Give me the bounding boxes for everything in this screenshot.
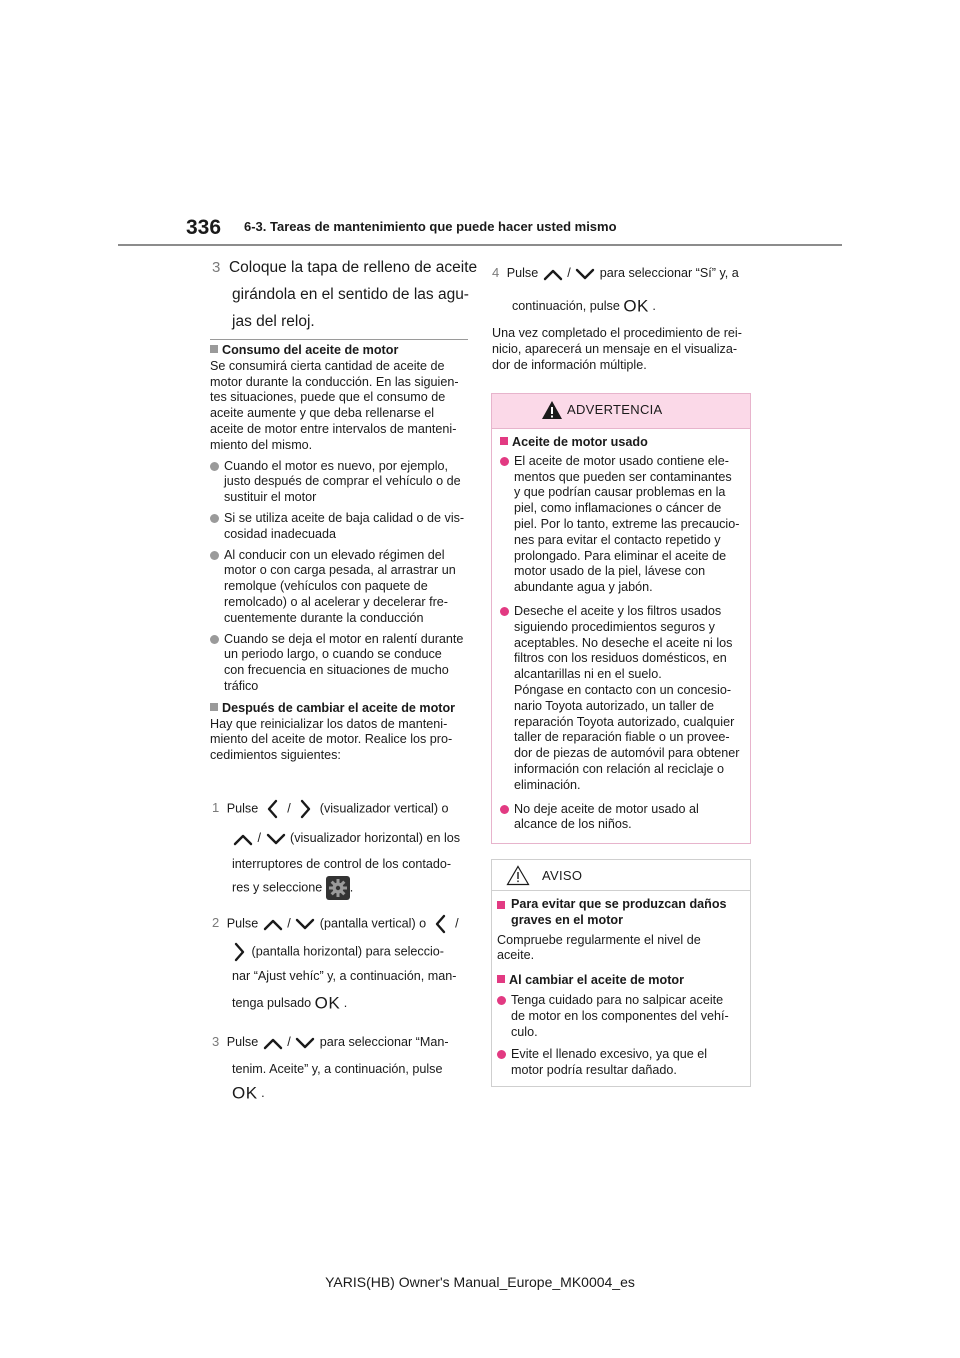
square-bullet-icon [500,437,508,445]
text-line: aceite de motor entre intervalos de manteni- [210,421,457,436]
list-item [500,604,742,794]
step-2-line-4 [232,994,347,1013]
chevron-right-icon [232,941,248,963]
list-item [500,802,742,834]
step-1-line-1 [212,798,449,820]
step-number: 3 [212,1034,220,1049]
text-line: Póngase en contacto con un concesio- [514,682,732,697]
step-text: res y seleccione [232,880,323,895]
text-line: y que podrían causar problemas en la [514,485,726,500]
text-line: culo. [511,1024,538,1039]
bullet-icon [210,514,219,523]
text-line: mentos que pueden ser contaminantes [514,469,732,484]
text-line: graves en el motor [511,912,623,927]
notice-text-1 [497,933,742,965]
square-bullet-icon [210,703,218,711]
text-line: nario Toyota autorizado, un taller de [514,698,714,713]
step-3-cap [212,256,482,333]
text-line: Deseche el aceite y los filtros usados [514,603,722,618]
text-line: remolque (vehículos con paquete de [224,579,428,594]
text-line: remolcado) o al acelerar y decelerar fre- [224,594,448,609]
slash-text: / [287,916,291,931]
bullet-icon [497,1050,506,1059]
list-item [210,632,472,695]
step-text: tenga pulsado [232,996,312,1010]
text-line: Compruebe regularmente el nivel de [497,932,701,947]
caution-triangle-icon [506,865,530,886]
step-text: continuación, pulse [512,299,620,313]
notice-label: AVISO [542,868,583,883]
text-line: dor de piezas de automóvil para obtener [514,746,740,761]
step-text: . [652,299,656,313]
text-line: cedimientos siguientes: [210,748,341,763]
bullet-icon [500,607,509,616]
text-line: reparación Toyota autorizado, cualquier [514,714,735,729]
text-line: No deje aceite de motor usado al [514,801,699,816]
text-line: de motor en los componentes del vehí- [511,1008,729,1023]
info-paragraph [492,326,756,373]
chevron-up-icon [542,265,564,283]
text-line: Al conducir con un elevado régimen del [224,547,445,562]
step-number: 2 [212,915,220,931]
warning-label: ADVERTENCIA [567,402,663,417]
bullet-icon [497,996,506,1005]
step-text: girándola en el sentido de las agu- [232,286,469,303]
chevron-down-icon [574,265,596,283]
text-line: justo después de comprar el vehículo o de [224,474,461,489]
text-line: nicio, aparecerá un mensaje en el visualiza- [492,341,738,356]
list-item [210,511,472,543]
ok-button-icon: OK [232,1083,258,1103]
step-text: Pulse [226,801,259,816]
bullet-icon [210,462,219,471]
text-line: miento del aceite de motor. Realice los pro- [210,732,453,747]
slash-text: / [287,1035,291,1049]
step-text: para seleccionar “Sí” y, a [599,266,739,280]
step-text: (pantalla horizontal) para seleccio- [251,944,445,959]
bullet-icon [500,805,509,814]
step-text: Pulse [226,1035,259,1049]
page-number: 336 [186,216,222,239]
text-line: prolongado. Para eliminar el aceite de [514,548,727,563]
chevron-down-icon [294,1034,316,1052]
step-2-line-3: nar “Ajust vehíc” y, a continuación, man- [232,969,457,983]
notice-header [492,860,750,891]
step-number: 1 [212,800,220,816]
slash-text: / [567,266,571,280]
bullet-icon [210,635,219,644]
bullet-icon [500,457,509,466]
step-text: para seleccionar “Man- [319,1035,449,1049]
text-line: cuentemente durante la conducción [224,610,424,625]
slash-text: / [455,916,459,931]
text-line: un periodo largo, o cuando se conduce [224,647,442,662]
text-line: aceptables. No deseche el aceite ni los [514,635,733,650]
step-text: Pulse [226,916,259,931]
text-line: aceite. [497,948,535,963]
step-number: 4 [492,265,500,280]
chevron-up-icon [262,1034,284,1052]
warning-box [491,393,751,844]
despues-intro [210,717,472,764]
text-line: Tenga cuidado para no salpicar aceite [511,992,724,1007]
ok-button-icon: OK [623,296,649,316]
chevron-left-icon [430,913,452,935]
step-1-line-2 [232,829,460,848]
text-line: El aceite de motor usado contiene ele- [514,453,729,468]
text-line: cosidad inadecuada [224,526,337,541]
ok-button-icon: OK [314,993,341,1013]
step-4-line-2 [512,297,656,316]
chevron-down-icon [265,830,287,848]
notice-content [492,891,750,1079]
chevron-up-icon [262,915,284,933]
warning-header [492,394,750,429]
warning-content [492,429,750,833]
text-line: motor o con carga pesada, al arrastrar un [224,563,456,578]
text-line: motor usado de la piel, lávese con [514,564,706,579]
text-line: Para evitar que se produzcan daños [511,897,727,911]
chevron-up-icon [232,830,254,848]
step-3-line-2: tenim. Aceite” y, a continuación, pulse [232,1062,443,1076]
despues-title: Después de cambiar el aceite de motor [222,700,456,715]
header-rule [118,244,842,246]
text-line: información con relación al reciclaje o [514,761,724,776]
text-line: nes para evitar el contacto repetido y [514,532,721,547]
square-bullet-icon [210,345,218,353]
text-line: Una vez completado el procedimiento de rei- [492,326,742,340]
text-line: alcance de los niños. [514,817,632,832]
square-bullet-icon [497,901,505,909]
warning-triangle-icon [541,400,563,420]
text-line: Se consumirá cierta cantidad de aceite de [210,358,445,373]
text-line: abundante agua y jabón. [514,580,653,595]
bullet-icon [210,551,219,560]
text-line: tráfico [224,678,259,693]
step-text: Pulse [506,266,539,280]
text-line: piel. Por lo tanto, extreme las precaucio- [514,516,740,531]
consumo-intro [210,359,472,454]
slash-text: / [287,801,291,816]
notice-box [491,859,751,1087]
notice-title-2: Al cambiar el aceite de motor [509,973,684,988]
text-line: Hay que reinicializar los datos de manteni- [210,716,448,731]
step-text: jas del reloj. [232,313,315,330]
step-text: . [261,1086,265,1100]
gear-icon [326,876,350,900]
step-4-line-1 [492,264,739,283]
step-number: 3 [212,259,221,276]
step-2-line-2 [232,941,444,963]
text-line: Cuando el motor es nuevo, por ejemplo, [224,458,449,473]
step-text: . [343,996,348,1010]
text-line: piel, como inflamaciones o cáncer de [514,501,722,516]
consumo-section [210,343,472,764]
text-line: motor podría resultar dañado. [511,1063,677,1078]
section-title: 6-3. Tareas de mantenimiento que puede hacer usted mismo [244,219,617,234]
text-line: tes situaciones, puede que el consumo de [210,390,446,405]
step-text: (visualizador horizontal) en los [290,831,461,845]
warning-title: Aceite de motor usado [512,435,648,449]
step-text: (pantalla vertical) o [319,916,427,931]
list-item [210,459,472,506]
slash-text: / [257,831,261,845]
step-text: (visualizador vertical) o [319,801,449,816]
text-line: alcantarillas ni en el suelo. [514,667,662,682]
text-line: taller de reparación fiable o un provee- [514,730,730,745]
notice-title-1 [497,897,742,929]
step-2-line-1 [212,913,459,935]
text-line: Si se utiliza aceite de baja calidad o de vis- [224,510,465,525]
text-line: aceite aumente y que deba rellenarse el [210,406,435,421]
chevron-right-icon [294,798,316,820]
step-text: Coloque la tapa de relleno de aceite [228,259,478,276]
square-bullet-icon [497,975,505,983]
list-item [497,1047,742,1079]
step-3-line-1 [212,1033,449,1052]
chevron-left-icon [262,798,284,820]
footer-text: YARIS(HB) Owner's Manual_Europe_MK0004_es [325,1274,635,1290]
text-line: con frecuencia en situaciones de mucho [224,663,449,678]
step-3-line-3 [232,1084,265,1103]
text-line: Cuando se deja el motor en ralentí durante [224,631,464,646]
text-line: siguiendo procedimientos seguros y [514,619,715,634]
text-line: miento del mismo. [210,437,313,452]
text-line: motor durante la conducción. En las siguien- [210,374,459,389]
list-item [500,454,742,596]
list-item [497,993,742,1040]
step-1-line-3: interruptores de control de los contado- [232,857,452,871]
chevron-down-icon [294,915,316,933]
text-line: Evite el llenado excesivo, ya que el [511,1047,708,1062]
consumo-title: Consumo del aceite de motor [222,343,399,357]
list-item [210,548,472,627]
text-line: dor de información múltiple. [492,357,647,372]
text-line: sustituir el motor [224,490,317,505]
section-divider [210,339,468,340]
text-line: eliminación. [514,777,581,792]
text-line: filtros con los residuos domésticos, en [514,651,727,666]
step-1-line-4 [232,876,353,900]
step-text: . [349,880,354,895]
